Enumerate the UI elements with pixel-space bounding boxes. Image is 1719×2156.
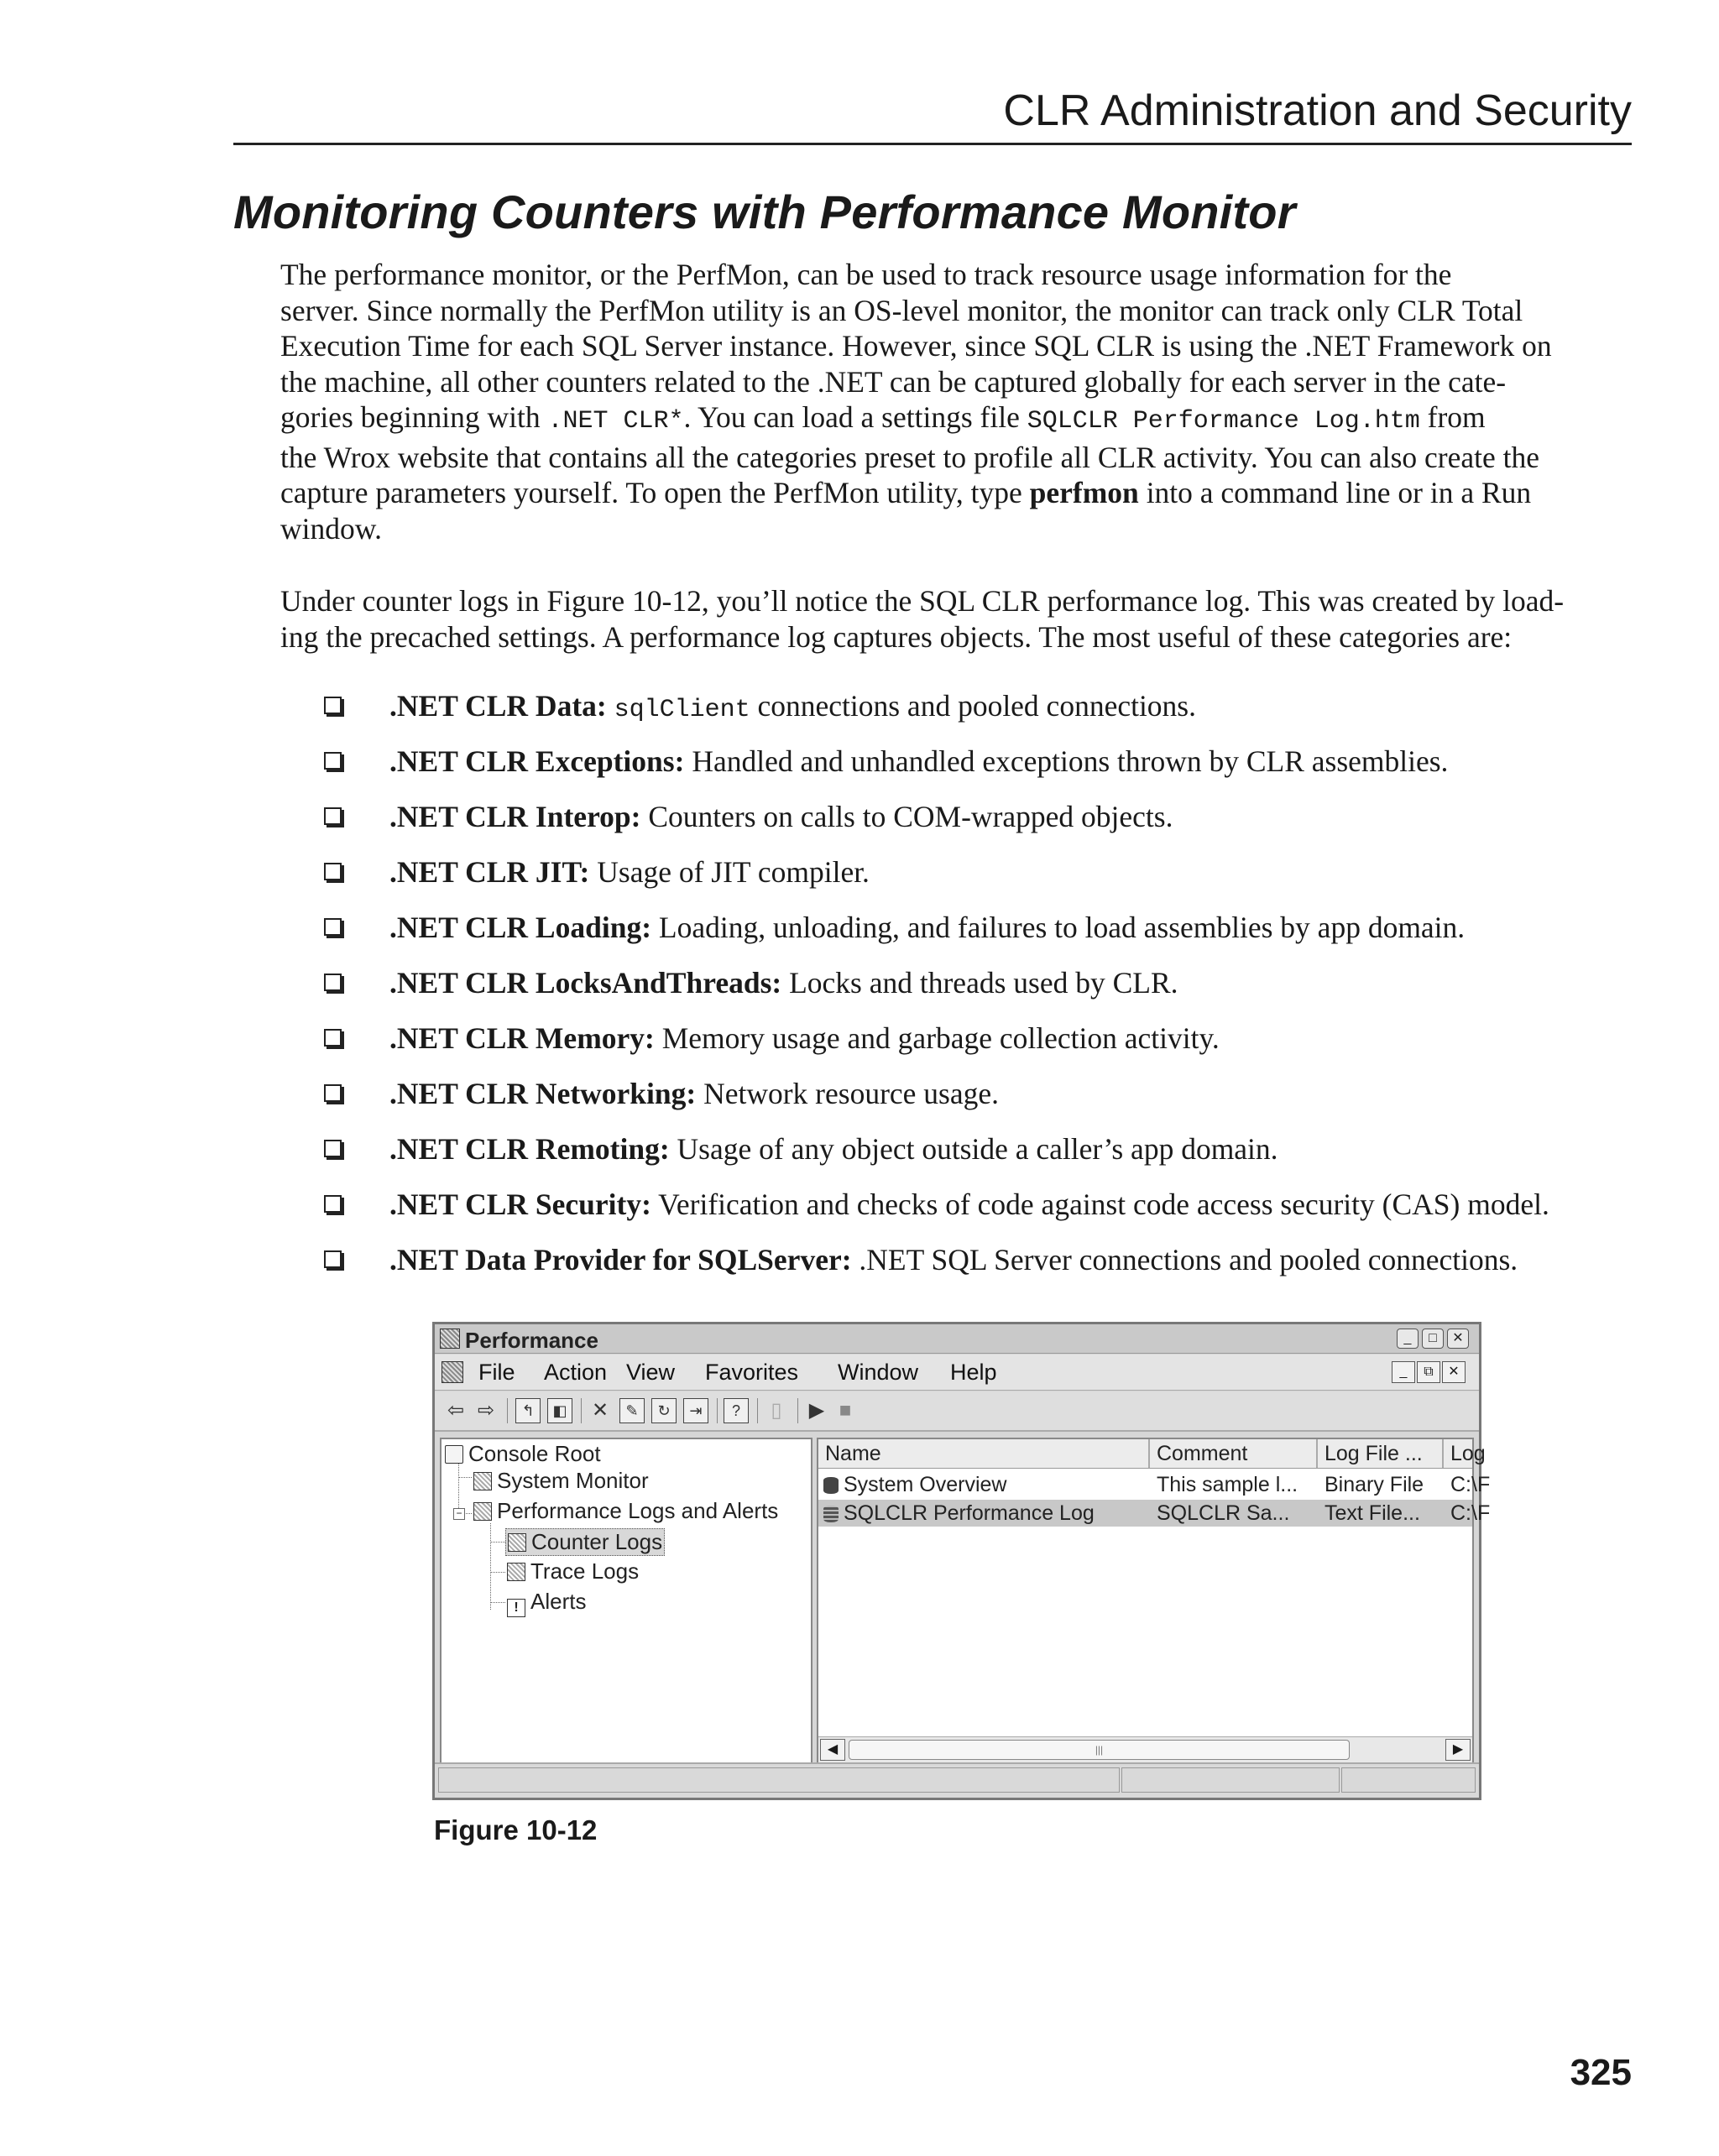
cell-name — [823, 1473, 1147, 1497]
running-header — [233, 84, 1632, 145]
cell-log: C:\F — [1450, 1501, 1491, 1525]
tree-item-alerts[interactable] — [507, 1589, 586, 1617]
menu-favorites[interactable]: Favorites — [705, 1360, 799, 1385]
list-item-term: .NET CLR Security: — [389, 1188, 651, 1221]
list-item-desc: .NET SQL Server connections and pooled connections. — [851, 1243, 1518, 1276]
intro-paragraph — [280, 257, 1632, 546]
delete-icon[interactable]: ✕ — [591, 1399, 609, 1422]
menu-window[interactable]: Window — [838, 1360, 919, 1385]
tree-line — [458, 1477, 472, 1478]
column-header-log[interactable]: Log — [1450, 1442, 1486, 1465]
counter-logs-icon — [508, 1533, 526, 1552]
cell-name-text: System Overview — [844, 1473, 1007, 1496]
list-item-term: .NET CLR Loading: — [389, 911, 652, 944]
log-list — [817, 1438, 1491, 1764]
text-run: into a command line or in a Run — [1138, 476, 1532, 509]
console-tree — [440, 1438, 812, 1764]
minimize-icon[interactable]: _ — [1397, 1329, 1419, 1349]
close-icon[interactable]: ✕ — [1447, 1329, 1469, 1349]
alert-icon: ! — [507, 1599, 525, 1617]
maximize-icon[interactable]: □ — [1422, 1329, 1444, 1349]
list-item-text — [389, 962, 1178, 1004]
text-run: gories beginning with — [280, 400, 548, 434]
list-item-text — [389, 740, 1448, 782]
checkbox-bullet-icon — [324, 974, 342, 991]
page-number: 325 — [1570, 2052, 1632, 2093]
console-icon[interactable] — [442, 1361, 463, 1383]
para1-line: the machine, all other counters related to the .NET can be captured globally for each server in the cate- — [280, 364, 1507, 399]
checkbox-bullet-icon — [324, 1195, 342, 1213]
list-item — [0, 1073, 1719, 1123]
tree-item-label: Trace Logs — [530, 1558, 640, 1584]
column-header-name[interactable]: Name — [818, 1439, 1150, 1468]
list-item-text — [389, 1183, 1549, 1225]
performance-window — [432, 1322, 1491, 1800]
checkbox-bullet-icon — [324, 1250, 342, 1268]
list-item-text — [389, 906, 1465, 948]
para1-line: Execution Time for each SQL Server instance. However, since SQL CLR is using the .NET Framework on — [280, 329, 1552, 363]
forward-icon[interactable]: ⇨ — [477, 1399, 495, 1422]
list-item — [0, 1183, 1719, 1234]
table-row[interactable] — [818, 1471, 1491, 1498]
list-item-term: .NET CLR JIT: — [389, 855, 590, 889]
cell-name — [823, 1501, 1147, 1526]
para1-line: the Wrox website that contains all the categories preset to profile all CLR activity. You can also create the — [280, 440, 1539, 474]
new-log-settings-icon[interactable]: ▯ — [771, 1399, 782, 1422]
tree-line — [490, 1572, 505, 1573]
code-settings-file: SQLCLR Performance Log.htm — [1027, 407, 1420, 436]
checkbox-bullet-icon — [324, 1084, 342, 1102]
menu-view[interactable]: View — [626, 1360, 676, 1385]
checkbox-bullet-icon — [324, 918, 342, 936]
system-monitor-icon — [473, 1472, 492, 1490]
tree-line — [458, 1461, 459, 1513]
list-item — [0, 740, 1719, 791]
para1-line — [280, 399, 1632, 440]
menu-file[interactable]: File — [478, 1360, 515, 1385]
tree-line — [490, 1523, 491, 1610]
list-item-text — [389, 1073, 999, 1115]
tree-item-label: Console Root — [468, 1441, 601, 1466]
toolbar-separator — [581, 1398, 582, 1423]
checkbox-bullet-icon — [324, 1029, 342, 1047]
child-minimize-icon[interactable]: _ — [1392, 1361, 1415, 1383]
checkbox-bullet-icon — [324, 1140, 342, 1157]
log-settings-icon — [823, 1506, 839, 1522]
tree-line — [490, 1602, 505, 1603]
tree-item-counter-logs[interactable] — [505, 1528, 665, 1556]
tree-item-label: Performance Logs and Alerts — [497, 1498, 779, 1523]
menu-action[interactable]: Action — [544, 1360, 608, 1385]
para2-line: ing the precached settings. A performance log captures objects. The most useful of these categories are: — [280, 619, 1513, 654]
menu-help[interactable]: Help — [950, 1360, 997, 1385]
toolbar-separator — [757, 1398, 758, 1423]
checkbox-bullet-icon — [324, 697, 342, 714]
folder-icon — [445, 1445, 463, 1464]
tree-item-system-monitor[interactable] — [473, 1468, 649, 1494]
toolbar-separator — [507, 1398, 508, 1423]
start-icon[interactable]: ▶ — [808, 1399, 825, 1422]
properties-icon[interactable]: ✎ — [619, 1398, 645, 1423]
list-item-text — [389, 796, 1173, 838]
list-item — [0, 796, 1719, 846]
performance-app-icon — [440, 1329, 460, 1349]
tree-line — [490, 1542, 505, 1543]
up-level-icon[interactable]: ↰ — [515, 1398, 541, 1423]
tree-item-label: Counter Logs — [531, 1529, 663, 1554]
status-pane — [1341, 1767, 1476, 1793]
text-run: capture parameters yourself. To open the PerfMon utility, type — [280, 476, 1030, 509]
list-item-desc: Network resource usage. — [696, 1077, 999, 1110]
checkbox-bullet-icon — [324, 863, 342, 880]
list-item-desc: Usage of any object outside a caller’s app domain. — [669, 1132, 1278, 1166]
tree-item-console-root[interactable] — [445, 1441, 601, 1467]
status-bar — [435, 1762, 1479, 1798]
checkbox-bullet-icon — [324, 752, 342, 770]
tree-item-label: System Monitor — [497, 1468, 649, 1493]
toolbar-separator — [797, 1398, 798, 1423]
tree-item-performance-logs[interactable] — [473, 1498, 778, 1524]
cell-log-file: Binary File — [1325, 1473, 1424, 1496]
back-icon[interactable]: ⇦ — [447, 1399, 465, 1422]
help-icon[interactable]: ? — [724, 1398, 749, 1423]
list-item-desc: Handled and unhandled exceptions thrown by CLR assemblies. — [684, 744, 1449, 778]
collapse-icon[interactable]: − — [453, 1508, 465, 1520]
list-item-term: .NET CLR Remoting: — [389, 1132, 670, 1166]
list-item-desc: Loading, unloading, and failures to load assemblies by app domain. — [651, 911, 1466, 944]
title-bar — [435, 1324, 1479, 1354]
scroll-left-icon[interactable]: ◀ — [820, 1739, 845, 1761]
code-sqlclient: sqlClient — [614, 696, 750, 724]
toolbar-separator — [717, 1398, 718, 1423]
column-header-log-file[interactable]: Log File ... — [1318, 1439, 1444, 1468]
trace-logs-icon — [507, 1563, 525, 1581]
para2-line: Under counter logs in Figure 10-12, you’ll notice the SQL CLR performance log. This was created by load- — [280, 584, 1565, 618]
list-item-term: .NET CLR Memory: — [389, 1021, 655, 1055]
export-list-icon[interactable]: ⇥ — [683, 1398, 708, 1423]
show-hide-tree-icon[interactable]: ◧ — [547, 1398, 572, 1423]
list-item — [0, 1017, 1719, 1068]
log-settings-icon — [823, 1477, 839, 1494]
child-close-icon[interactable]: ✕ — [1442, 1361, 1466, 1383]
list-item-desc: Locks and threads used by CLR. — [781, 966, 1178, 1000]
status-pane — [1121, 1767, 1340, 1793]
list-header — [818, 1439, 1486, 1469]
list-item — [0, 962, 1719, 1012]
text-run: . You can load a settings file — [683, 400, 1027, 434]
figure-caption: Figure 10-12 — [434, 1814, 598, 1845]
list-item-text — [389, 1239, 1518, 1281]
list-item-desc: connections and pooled connections. — [750, 689, 1196, 723]
child-restore-icon[interactable]: ⧉ — [1417, 1361, 1440, 1383]
list-item — [0, 1239, 1719, 1289]
list-item — [0, 1128, 1719, 1178]
list-item-term: .NET CLR Data: — [389, 689, 607, 723]
refresh-icon[interactable]: ↻ — [651, 1398, 677, 1423]
text-run: from — [1419, 400, 1486, 434]
list-item-term: .NET CLR Interop: — [389, 800, 641, 833]
tree-item-label: Alerts — [530, 1589, 587, 1614]
window-title: Performance — [465, 1328, 598, 1353]
list-item-text — [389, 1017, 1220, 1059]
code-net-clr: .NET CLR* — [547, 407, 684, 436]
running-title: CLR Administration and Security — [1003, 86, 1632, 135]
list-item — [0, 851, 1719, 901]
scroll-thumb[interactable]: ||| — [849, 1740, 1350, 1760]
cell-log: C:\F — [1450, 1473, 1491, 1496]
cell-log-file: Text File... — [1325, 1501, 1420, 1525]
counter-logs-paragraph — [280, 583, 1632, 655]
list-item-term: .NET CLR Exceptions: — [389, 744, 685, 778]
section-heading: Monitoring Counters with Performance Monitor — [233, 185, 1296, 238]
menu-bar — [435, 1355, 1479, 1391]
list-item — [0, 906, 1719, 957]
list-item-desc: Counters on calls to COM-wrapped objects. — [640, 800, 1173, 833]
cell-name-text: SQLCLR Performance Log — [844, 1501, 1095, 1525]
tree-item-trace-logs[interactable] — [507, 1558, 639, 1584]
stop-icon[interactable]: ■ — [839, 1399, 852, 1422]
list-item-desc: Verification and checks of code against code access security (CAS) model. — [651, 1188, 1549, 1221]
list-item-term: .NET CLR LocksAndThreads: — [389, 966, 782, 1000]
checkbox-bullet-icon — [324, 807, 342, 825]
perfmon-command: perfmon — [1029, 476, 1139, 509]
list-item-term: .NET Data Provider for SQLServer: — [389, 1243, 852, 1276]
cell-comment: This sample l... — [1157, 1473, 1298, 1496]
list-item-desc: Memory usage and garbage collection activity. — [654, 1021, 1220, 1055]
para1-line: server. Since normally the PerfMon utility is an OS-level monitor, the monitor can track only CLR Total — [280, 293, 1523, 327]
list-item-term: .NET CLR Networking: — [389, 1077, 697, 1110]
performance-logs-icon — [473, 1502, 492, 1521]
horizontal-scrollbar[interactable] — [818, 1736, 1472, 1762]
status-pane — [438, 1767, 1120, 1793]
list-item-text — [389, 685, 1196, 731]
column-header-comment[interactable]: Comment — [1150, 1439, 1318, 1468]
toolbar — [435, 1391, 1479, 1432]
list-item-text — [389, 1128, 1278, 1170]
list-item-text — [389, 851, 870, 893]
para1-line: window. — [280, 511, 382, 546]
para1-line — [280, 475, 1632, 511]
cell-comment: SQLCLR Sa... — [1157, 1501, 1290, 1525]
scroll-right-icon[interactable]: ▶ — [1445, 1739, 1471, 1761]
table-row[interactable] — [818, 1500, 1491, 1527]
list-item — [0, 685, 1719, 735]
para1-line: The performance monitor, or the PerfMon, can be used to track resource usage information for the — [280, 258, 1452, 291]
list-item-desc: Usage of JIT compiler. — [589, 855, 870, 889]
